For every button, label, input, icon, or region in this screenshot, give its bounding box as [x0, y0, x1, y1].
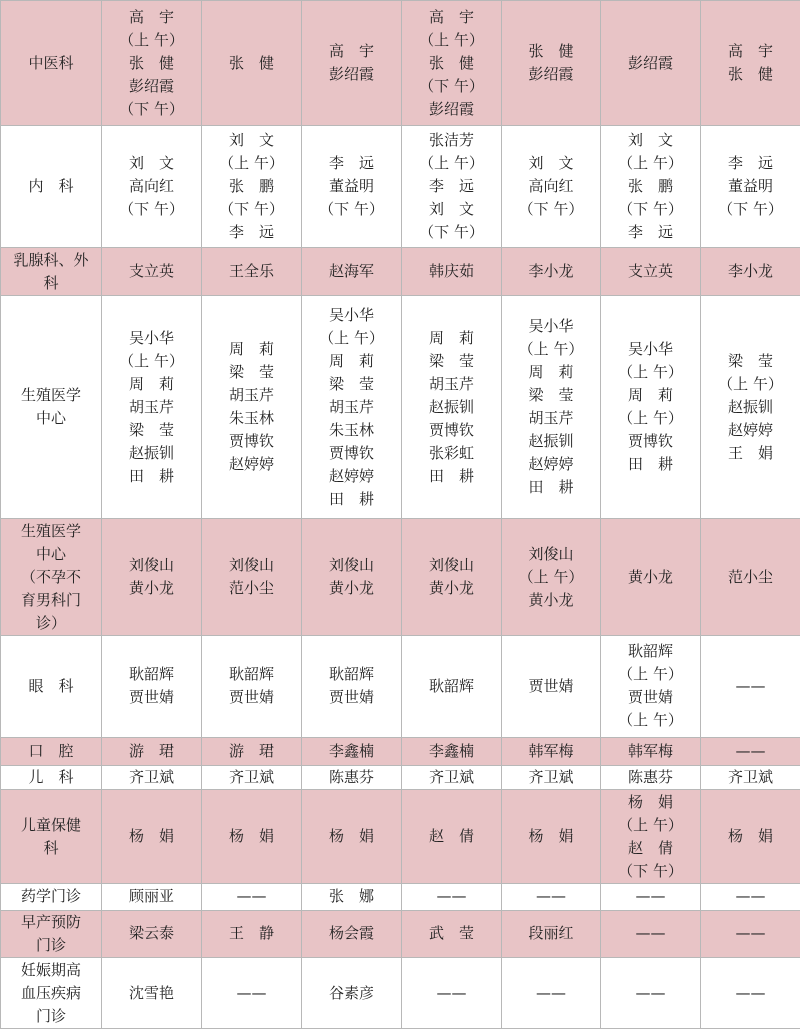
- doctor-cell: 刘俊山 黄小龙: [402, 519, 502, 636]
- doctor-cell: 刘俊山 （上 午） 黄小龙: [502, 519, 601, 636]
- doctor-cell: 韩庆茹: [402, 247, 502, 296]
- doctor-cell: 梁云泰: [102, 910, 202, 958]
- department-cell: 药学门诊: [1, 884, 102, 910]
- doctor-cell: ——: [502, 884, 601, 910]
- doctor-cell: 刘 文 高向红 （下 午）: [502, 126, 601, 247]
- department-cell: 中医科: [1, 1, 102, 126]
- schedule-row: [1, 247, 800, 296]
- doctor-cell: 游 珺: [102, 737, 202, 765]
- doctor-cell: ——: [502, 958, 601, 1029]
- doctor-cell: 陈惠芬: [302, 765, 402, 789]
- doctor-cell: 赵海军: [302, 247, 402, 296]
- doctor-cell: ——: [601, 958, 701, 1029]
- schedule-row: [1, 765, 800, 789]
- doctor-cell: 吴小华 （上 午） 周 莉 胡玉芹 梁 莹 赵振钏 田 耕: [102, 296, 202, 519]
- doctor-cell: ——: [202, 884, 302, 910]
- doctor-cell: 王 静: [202, 910, 302, 958]
- schedule-row: [1, 1, 800, 126]
- doctor-cell: ——: [701, 910, 800, 958]
- department-cell: 儿 科: [1, 765, 102, 789]
- doctor-cell: 贾世婧: [502, 636, 601, 737]
- department-cell: 妊娠期高 血压疾病 门诊: [1, 958, 102, 1029]
- doctor-cell: 范小尘: [701, 519, 800, 636]
- doctor-cell: 齐卫斌: [502, 765, 601, 789]
- doctor-cell: 杨 娟: [502, 790, 601, 884]
- doctor-cell: 李小龙: [701, 247, 800, 296]
- doctor-cell: ——: [402, 884, 502, 910]
- schedule-row: [1, 790, 800, 884]
- doctor-cell: 杨 娟: [202, 790, 302, 884]
- schedule-row: [1, 296, 800, 519]
- doctor-cell: 李小龙: [502, 247, 601, 296]
- doctor-cell: 刘 文 （上 午） 张 鹏 （下 午） 李 远: [601, 126, 701, 247]
- doctor-cell: 高 宇 （上 午） 张 健 彭绍霞 （下 午）: [102, 1, 202, 126]
- schedule-row: [1, 126, 800, 247]
- doctor-cell: 周 莉 梁 莹 胡玉芹 朱玉林 贾博钦 赵婷婷: [202, 296, 302, 519]
- doctor-cell: 段丽红: [502, 910, 601, 958]
- doctor-cell: 杨 娟: [701, 790, 800, 884]
- doctor-cell: 耿韶辉: [402, 636, 502, 737]
- doctor-cell: 齐卫斌: [402, 765, 502, 789]
- doctor-cell: 杨 娟: [302, 790, 402, 884]
- doctor-cell: 韩军梅: [502, 737, 601, 765]
- doctor-cell: 武 莹: [402, 910, 502, 958]
- doctor-cell: 张 娜: [302, 884, 402, 910]
- doctor-cell: 杨会霞: [302, 910, 402, 958]
- doctor-cell: 耿韶辉 贾世婧: [102, 636, 202, 737]
- doctor-cell: 张 健 彭绍霞: [502, 1, 601, 126]
- doctor-cell: 谷素彦: [302, 958, 402, 1029]
- doctor-cell: 游 珺: [202, 737, 302, 765]
- doctor-cell: 齐卫斌: [202, 765, 302, 789]
- doctor-cell: 刘俊山 黄小龙: [102, 519, 202, 636]
- doctor-cell: 李 远 董益明 （下 午）: [302, 126, 402, 247]
- doctor-cell: 韩军梅: [601, 737, 701, 765]
- doctor-cell: 刘俊山 范小尘: [202, 519, 302, 636]
- doctor-cell: ——: [701, 884, 800, 910]
- doctor-cell: 耿韶辉 贾世婧: [302, 636, 402, 737]
- doctor-cell: ——: [701, 737, 800, 765]
- doctor-cell: 齐卫斌: [701, 765, 800, 789]
- doctor-cell: 陈惠芬: [601, 765, 701, 789]
- department-cell: 儿童保健 科: [1, 790, 102, 884]
- doctor-cell: ——: [601, 910, 701, 958]
- doctor-cell: 支立英: [102, 247, 202, 296]
- doctor-cell: 周 莉 梁 莹 胡玉芹 赵振钏 贾博钦 张彩虹 田 耕: [402, 296, 502, 519]
- department-cell: 内 科: [1, 126, 102, 247]
- doctor-cell: 赵 倩: [402, 790, 502, 884]
- doctor-cell: 李 远 董益明 （下 午）: [701, 126, 800, 247]
- doctor-cell: 刘 文 （上 午） 张 鹏 （下 午） 李 远: [202, 126, 302, 247]
- doctor-cell: ——: [701, 636, 800, 737]
- doctor-cell: 吴小华 （上 午） 周 莉 梁 莹 胡玉芹 朱玉林 贾博钦 赵婷婷 田 耕: [302, 296, 402, 519]
- doctor-cell: 顾丽亚: [102, 884, 202, 910]
- schedule-row: [1, 958, 800, 1029]
- schedule-row: [1, 910, 800, 958]
- doctor-cell: 李鑫楠: [302, 737, 402, 765]
- department-cell: 乳腺科、外 科: [1, 247, 102, 296]
- doctor-cell: 齐卫斌: [102, 765, 202, 789]
- department-cell: 口 腔: [1, 737, 102, 765]
- doctor-cell: ——: [402, 958, 502, 1029]
- schedule-row: [1, 519, 800, 636]
- doctor-cell: 吴小华 （上 午） 周 莉 （上 午） 贾博钦 田 耕: [601, 296, 701, 519]
- department-cell: 眼 科: [1, 636, 102, 737]
- doctor-cell: ——: [601, 884, 701, 910]
- doctor-cell: 支立英: [601, 247, 701, 296]
- doctor-cell: 刘 文 高向红 （下 午）: [102, 126, 202, 247]
- doctor-cell: ——: [202, 958, 302, 1029]
- schedule-row: [1, 636, 800, 737]
- department-cell: 生殖医学 中心 （不孕不 育男科门 诊）: [1, 519, 102, 636]
- doctor-cell: 李鑫楠: [402, 737, 502, 765]
- doctor-cell: 黄小龙: [601, 519, 701, 636]
- doctor-cell: 吴小华 （上 午） 周 莉 梁 莹 胡玉芹 赵振钏 赵婷婷 田 耕: [502, 296, 601, 519]
- department-cell: 早产预防 门诊: [1, 910, 102, 958]
- doctor-cell: 刘俊山 黄小龙: [302, 519, 402, 636]
- schedule-row: [1, 737, 800, 765]
- doctor-cell: ——: [701, 958, 800, 1029]
- doctor-cell: 王全乐: [202, 247, 302, 296]
- doctor-cell: 耿韶辉 （上 午） 贾世婧 （上 午）: [601, 636, 701, 737]
- doctor-cell: 张洁芳 （上 午） 李 远 刘 文 （下 午）: [402, 126, 502, 247]
- doctor-cell: 沈雪艳: [102, 958, 202, 1029]
- schedule-row: [1, 884, 800, 910]
- doctor-cell: 杨 娟: [102, 790, 202, 884]
- doctor-cell: 彭绍霞: [601, 1, 701, 126]
- doctor-cell: 耿韶辉 贾世婧: [202, 636, 302, 737]
- doctor-cell: 高 宇 张 健: [701, 1, 800, 126]
- doctor-cell: 张 健: [202, 1, 302, 126]
- doctor-cell: 梁 莹 （上 午） 赵振钏 赵婷婷 王 娟: [701, 296, 800, 519]
- department-cell: 生殖医学 中心: [1, 296, 102, 519]
- doctor-cell: 高 宇 （上 午） 张 健 （下 午） 彭绍霞: [402, 1, 502, 126]
- doctor-cell: 高 宇 彭绍霞: [302, 1, 402, 126]
- doctor-cell: 杨 娟 （上 午） 赵 倩 （下 午）: [601, 790, 701, 884]
